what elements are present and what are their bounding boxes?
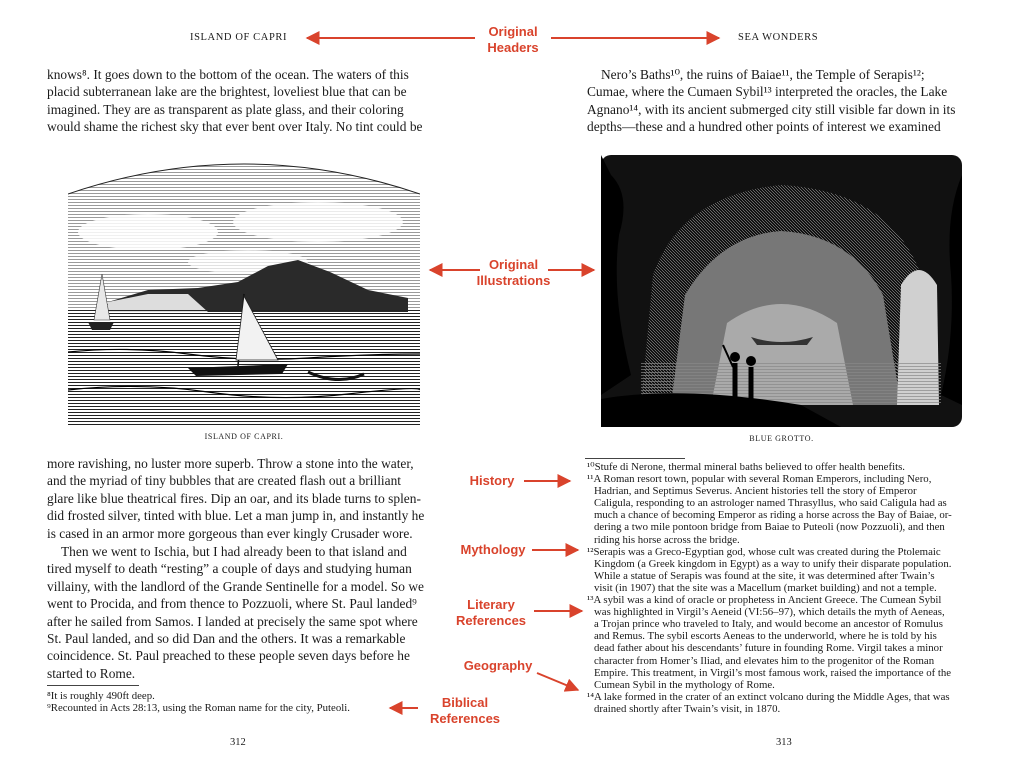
capri-illustration — [68, 162, 420, 426]
annotation-headers: Original Headers — [487, 24, 539, 55]
annotation-literary: Literary References — [455, 597, 527, 628]
left-footnotes — [47, 690, 438, 714]
capri-caption: ISLAND OF CAPRI. — [204, 432, 284, 441]
blue-grotto-illustration — [601, 155, 962, 427]
footnote-10: ¹⁰Stufe di Nerone, thermal mineral baths believed to offer health benefits. — [587, 461, 905, 473]
left-footnote-rule — [47, 685, 139, 686]
page-number-left: 312 — [230, 737, 246, 748]
right-footnotes — [587, 461, 982, 715]
left-top-text: knows⁸. It goes down to the bottom of the ocean. The waters of this placid subterranean lake are the brightest, loveliest blue that can be imagined. They are as transparent as plate glass, and their coloring would shame the richest sky that ever bent over Italy. No tint could be — [47, 67, 423, 135]
grotto-caption: BLUE GROTTO. — [749, 434, 814, 443]
annotation-history: History — [469, 473, 515, 488]
footnote-11: ¹¹A Roman resort town, popular with several Roman Emperors, including Nero, Hadrian, and Septimus Severus. Ancient histories tell the story of Emperor Caligula, responding to an astrologer named Thrasyllus, who said Caligula had as much a chance of becoming Emperor as riding a horse across the Bay of Baiae, or- dering a two mile pontoon bridge from Baiae to Puteoli (now Pozzuoli), and then riding his horse across the bridge. — [587, 473, 952, 546]
footnote-14: ¹⁴A lake formed in the crater of an extinct volcano during the Middle Ages, that was drained shortly after Twain’s visit, in 1870. — [587, 690, 950, 715]
footnote-8: ⁸It is roughly 490ft deep. — [47, 690, 155, 702]
annotation-mythology: Mythology — [460, 542, 526, 557]
right-footnote-rule — [585, 458, 685, 459]
running-header-right: SEA WONDERS — [738, 32, 819, 43]
right-top-text: Nero’s Baths¹⁰, the ruins of Baiae¹¹, the Temple of Serapis¹²; Cumae, where the Cumaen Sybil¹³ interpreted the oracles, the Lake Agnano¹⁴, with its ancient submerged city still visible far down in its depths—these and a hundred other points of interest we examined — [587, 67, 956, 135]
arrow-geography — [537, 673, 578, 690]
annotation-illustrations: Original Illustrations — [476, 257, 551, 288]
left-paragraph-1: more ravishing, no luster more superb. Throw a stone into the water, and the myriad of tiny bubbles that are created flash out a brilliant glare like blue theatrical fires. Dip an oar, and its blade turns to splen- did frosted silver, tinted with blue. Let a man jump in, and instantly he is cased in an armor more gorgeous than ever kingly Crusader wore. — [47, 456, 425, 541]
running-header-left: ISLAND OF CAPRI — [190, 32, 288, 43]
footnote-12: ¹²Serapis was a Greco-Egyptian god, whose cult was created during the Ptolemaic Kingdom (a Greek kingdom in Egypt) as a way to unify their disparate population. While a statue of Serapis was found at the site, it was determined after Twain’s visit (in 1907) that the site was a Macellum (market building) and not a temple. — [587, 545, 952, 594]
annotation-geography: Geography — [463, 658, 533, 673]
footnote-13: ¹³A sybil was a kind of oracle or prophetess in Ancient Greece. The Cumean Sybil was highlighted in Virgil’s Aeneid (VI:56–97), which details the myth of Aeneas, a Trojan prince who traveled to Italy, and would become an ancestor of Romulus and Remus. The sybil escorts Aeneas to the underworld, where he is told by his dead father about his descendants’ future in founding Rome. Virgil takes a minor character from Homer’s Iliad, and elevates him to the progenitor of the Roman Empire. This treatment, in Virgil’s most famous work, raised the importance of the Cumean Sybil in the mythology of Rome. — [587, 594, 952, 691]
page-number-right: 313 — [776, 737, 792, 748]
footnote-9: ⁹Recounted in Acts 28:13, using the Roman name for the city, Puteoli. — [47, 702, 350, 715]
left-paragraph-2: Then we went to Ischia, but I had already been to that island and tired myself to death “resting” a couple of days and studying human villainy, with the landlord of the Grande Sentinelle for a model. So we went to Procida, and from thence to Pozzuoli, where St. Paul landed⁹ after he sailed from Samos. I landed at precisely the same spot where St. Paul landed, and so did Dan and the others. It was a remarkable coincidence. St. Paul preached to these people seven days before he started to Rome. — [47, 544, 424, 681]
annotation-biblical: Biblical References — [429, 695, 501, 726]
